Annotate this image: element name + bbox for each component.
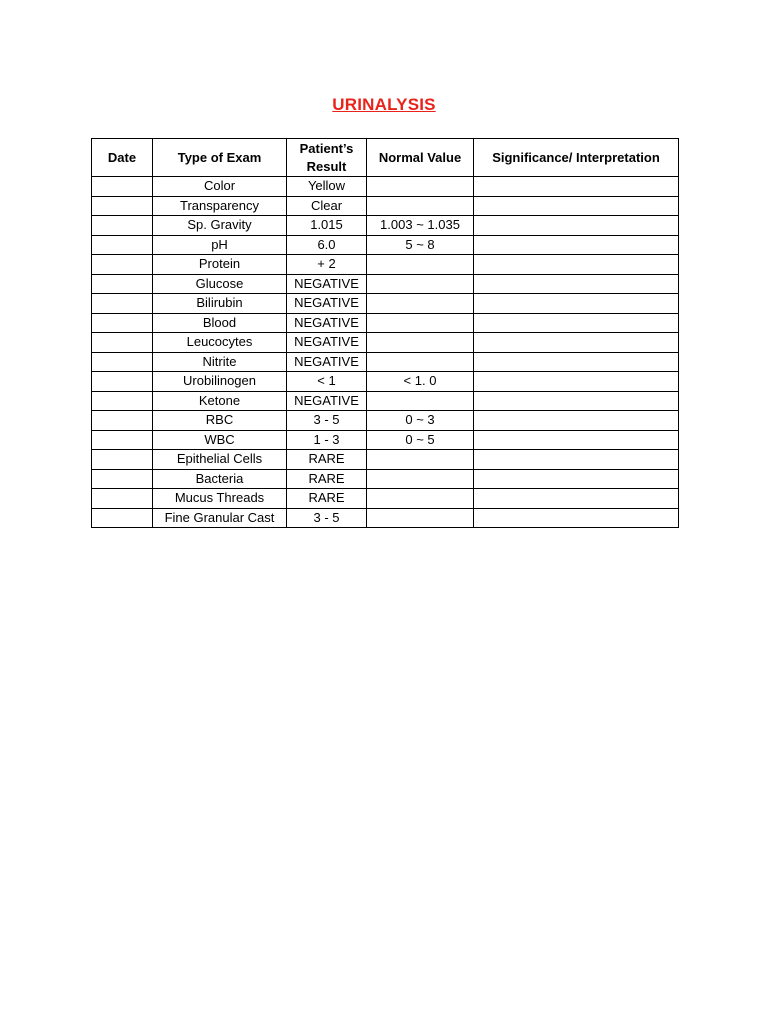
- cell-patient-result: NEGATIVE: [287, 333, 367, 353]
- table-row: [92, 196, 679, 216]
- table-row: [92, 255, 679, 275]
- cell-significance: [474, 235, 679, 255]
- cell-patient-result: NEGATIVE: [287, 313, 367, 333]
- cell-normal-value: [367, 508, 474, 528]
- table-row: [92, 294, 679, 314]
- cell-type-of-exam: pH: [153, 235, 287, 255]
- cell-date: [92, 216, 153, 236]
- cell-type-of-exam: Blood: [153, 313, 287, 333]
- cell-significance: [474, 255, 679, 275]
- cell-date: [92, 255, 153, 275]
- cell-type-of-exam: RBC: [153, 411, 287, 431]
- cell-date: [92, 489, 153, 509]
- table-row: [92, 508, 679, 528]
- table-row: [92, 216, 679, 236]
- cell-patient-result: < 1: [287, 372, 367, 392]
- cell-type-of-exam: Bilirubin: [153, 294, 287, 314]
- cell-date: [92, 352, 153, 372]
- cell-significance: [474, 372, 679, 392]
- table-row: [92, 274, 679, 294]
- table-row: [92, 489, 679, 509]
- cell-date: [92, 430, 153, 450]
- table-row: [92, 333, 679, 353]
- cell-patient-result: Clear: [287, 196, 367, 216]
- cell-patient-result: RARE: [287, 489, 367, 509]
- cell-normal-value: [367, 177, 474, 197]
- cell-date: [92, 391, 153, 411]
- cell-significance: [474, 430, 679, 450]
- table-row: [92, 235, 679, 255]
- cell-date: [92, 411, 153, 431]
- cell-significance: [474, 216, 679, 236]
- cell-date: [92, 372, 153, 392]
- table-row: [92, 177, 679, 197]
- cell-date: [92, 177, 153, 197]
- cell-type-of-exam: Glucose: [153, 274, 287, 294]
- cell-normal-value: [367, 313, 474, 333]
- cell-patient-result: RARE: [287, 450, 367, 470]
- cell-date: [92, 508, 153, 528]
- cell-normal-value: [367, 255, 474, 275]
- cell-significance: [474, 294, 679, 314]
- cell-normal-value: [367, 352, 474, 372]
- cell-significance: [474, 391, 679, 411]
- cell-significance: [474, 469, 679, 489]
- cell-type-of-exam: WBC: [153, 430, 287, 450]
- cell-date: [92, 313, 153, 333]
- cell-normal-value: 0 ~ 3: [367, 411, 474, 431]
- cell-type-of-exam: Fine Granular Cast: [153, 508, 287, 528]
- cell-date: [92, 333, 153, 353]
- cell-patient-result: NEGATIVE: [287, 294, 367, 314]
- cell-normal-value: 5 ~ 8: [367, 235, 474, 255]
- cell-normal-value: [367, 333, 474, 353]
- cell-patient-result: 1 - 3: [287, 430, 367, 450]
- cell-type-of-exam: Urobilinogen: [153, 372, 287, 392]
- cell-significance: [474, 489, 679, 509]
- cell-patient-result: 6.0: [287, 235, 367, 255]
- table-row: [92, 313, 679, 333]
- cell-patient-result: NEGATIVE: [287, 274, 367, 294]
- cell-significance: [474, 411, 679, 431]
- cell-patient-result: 3 - 5: [287, 508, 367, 528]
- cell-significance: [474, 508, 679, 528]
- cell-significance: [474, 313, 679, 333]
- cell-type-of-exam: Ketone: [153, 391, 287, 411]
- table-row: [92, 352, 679, 372]
- cell-patient-result: Yellow: [287, 177, 367, 197]
- cell-date: [92, 469, 153, 489]
- cell-normal-value: 1.003 ~ 1.035: [367, 216, 474, 236]
- cell-normal-value: [367, 469, 474, 489]
- table-row: [92, 372, 679, 392]
- cell-patient-result: RARE: [287, 469, 367, 489]
- table-body: [92, 177, 679, 528]
- cell-patient-result: 1.015: [287, 216, 367, 236]
- cell-type-of-exam: Protein: [153, 255, 287, 275]
- cell-significance: [474, 333, 679, 353]
- cell-type-of-exam: Sp. Gravity: [153, 216, 287, 236]
- header-date: Date: [92, 139, 153, 177]
- cell-type-of-exam: Bacteria: [153, 469, 287, 489]
- cell-normal-value: 0 ~ 5: [367, 430, 474, 450]
- cell-significance: [474, 196, 679, 216]
- cell-patient-result: 3 - 5: [287, 411, 367, 431]
- header-significance: Significance/ Interpretation: [474, 139, 679, 177]
- table-row: [92, 411, 679, 431]
- document-title: URINALYSIS: [332, 95, 436, 114]
- cell-date: [92, 196, 153, 216]
- cell-normal-value: [367, 391, 474, 411]
- cell-normal-value: < 1. 0: [367, 372, 474, 392]
- cell-date: [92, 294, 153, 314]
- cell-significance: [474, 274, 679, 294]
- table-row: [92, 430, 679, 450]
- cell-normal-value: [367, 450, 474, 470]
- cell-patient-result: NEGATIVE: [287, 391, 367, 411]
- table-header-row: [92, 139, 679, 177]
- table-row: [92, 469, 679, 489]
- table-row: [92, 391, 679, 411]
- cell-patient-result: NEGATIVE: [287, 352, 367, 372]
- header-patient-result: Patient’s Result: [287, 139, 367, 177]
- cell-significance: [474, 352, 679, 372]
- urinalysis-table: [91, 138, 679, 528]
- header-normal-value: Normal Value: [367, 139, 474, 177]
- cell-type-of-exam: Epithelial Cells: [153, 450, 287, 470]
- cell-date: [92, 274, 153, 294]
- table-row: [92, 450, 679, 470]
- header-type-of-exam: Type of Exam: [153, 139, 287, 177]
- cell-significance: [474, 177, 679, 197]
- cell-type-of-exam: Nitrite: [153, 352, 287, 372]
- cell-type-of-exam: Transparency: [153, 196, 287, 216]
- cell-normal-value: [367, 196, 474, 216]
- cell-date: [92, 235, 153, 255]
- cell-type-of-exam: Color: [153, 177, 287, 197]
- cell-date: [92, 450, 153, 470]
- cell-type-of-exam: Mucus Threads: [153, 489, 287, 509]
- cell-significance: [474, 450, 679, 470]
- cell-normal-value: [367, 294, 474, 314]
- cell-type-of-exam: Leucocytes: [153, 333, 287, 353]
- cell-patient-result: + 2: [287, 255, 367, 275]
- cell-normal-value: [367, 274, 474, 294]
- cell-normal-value: [367, 489, 474, 509]
